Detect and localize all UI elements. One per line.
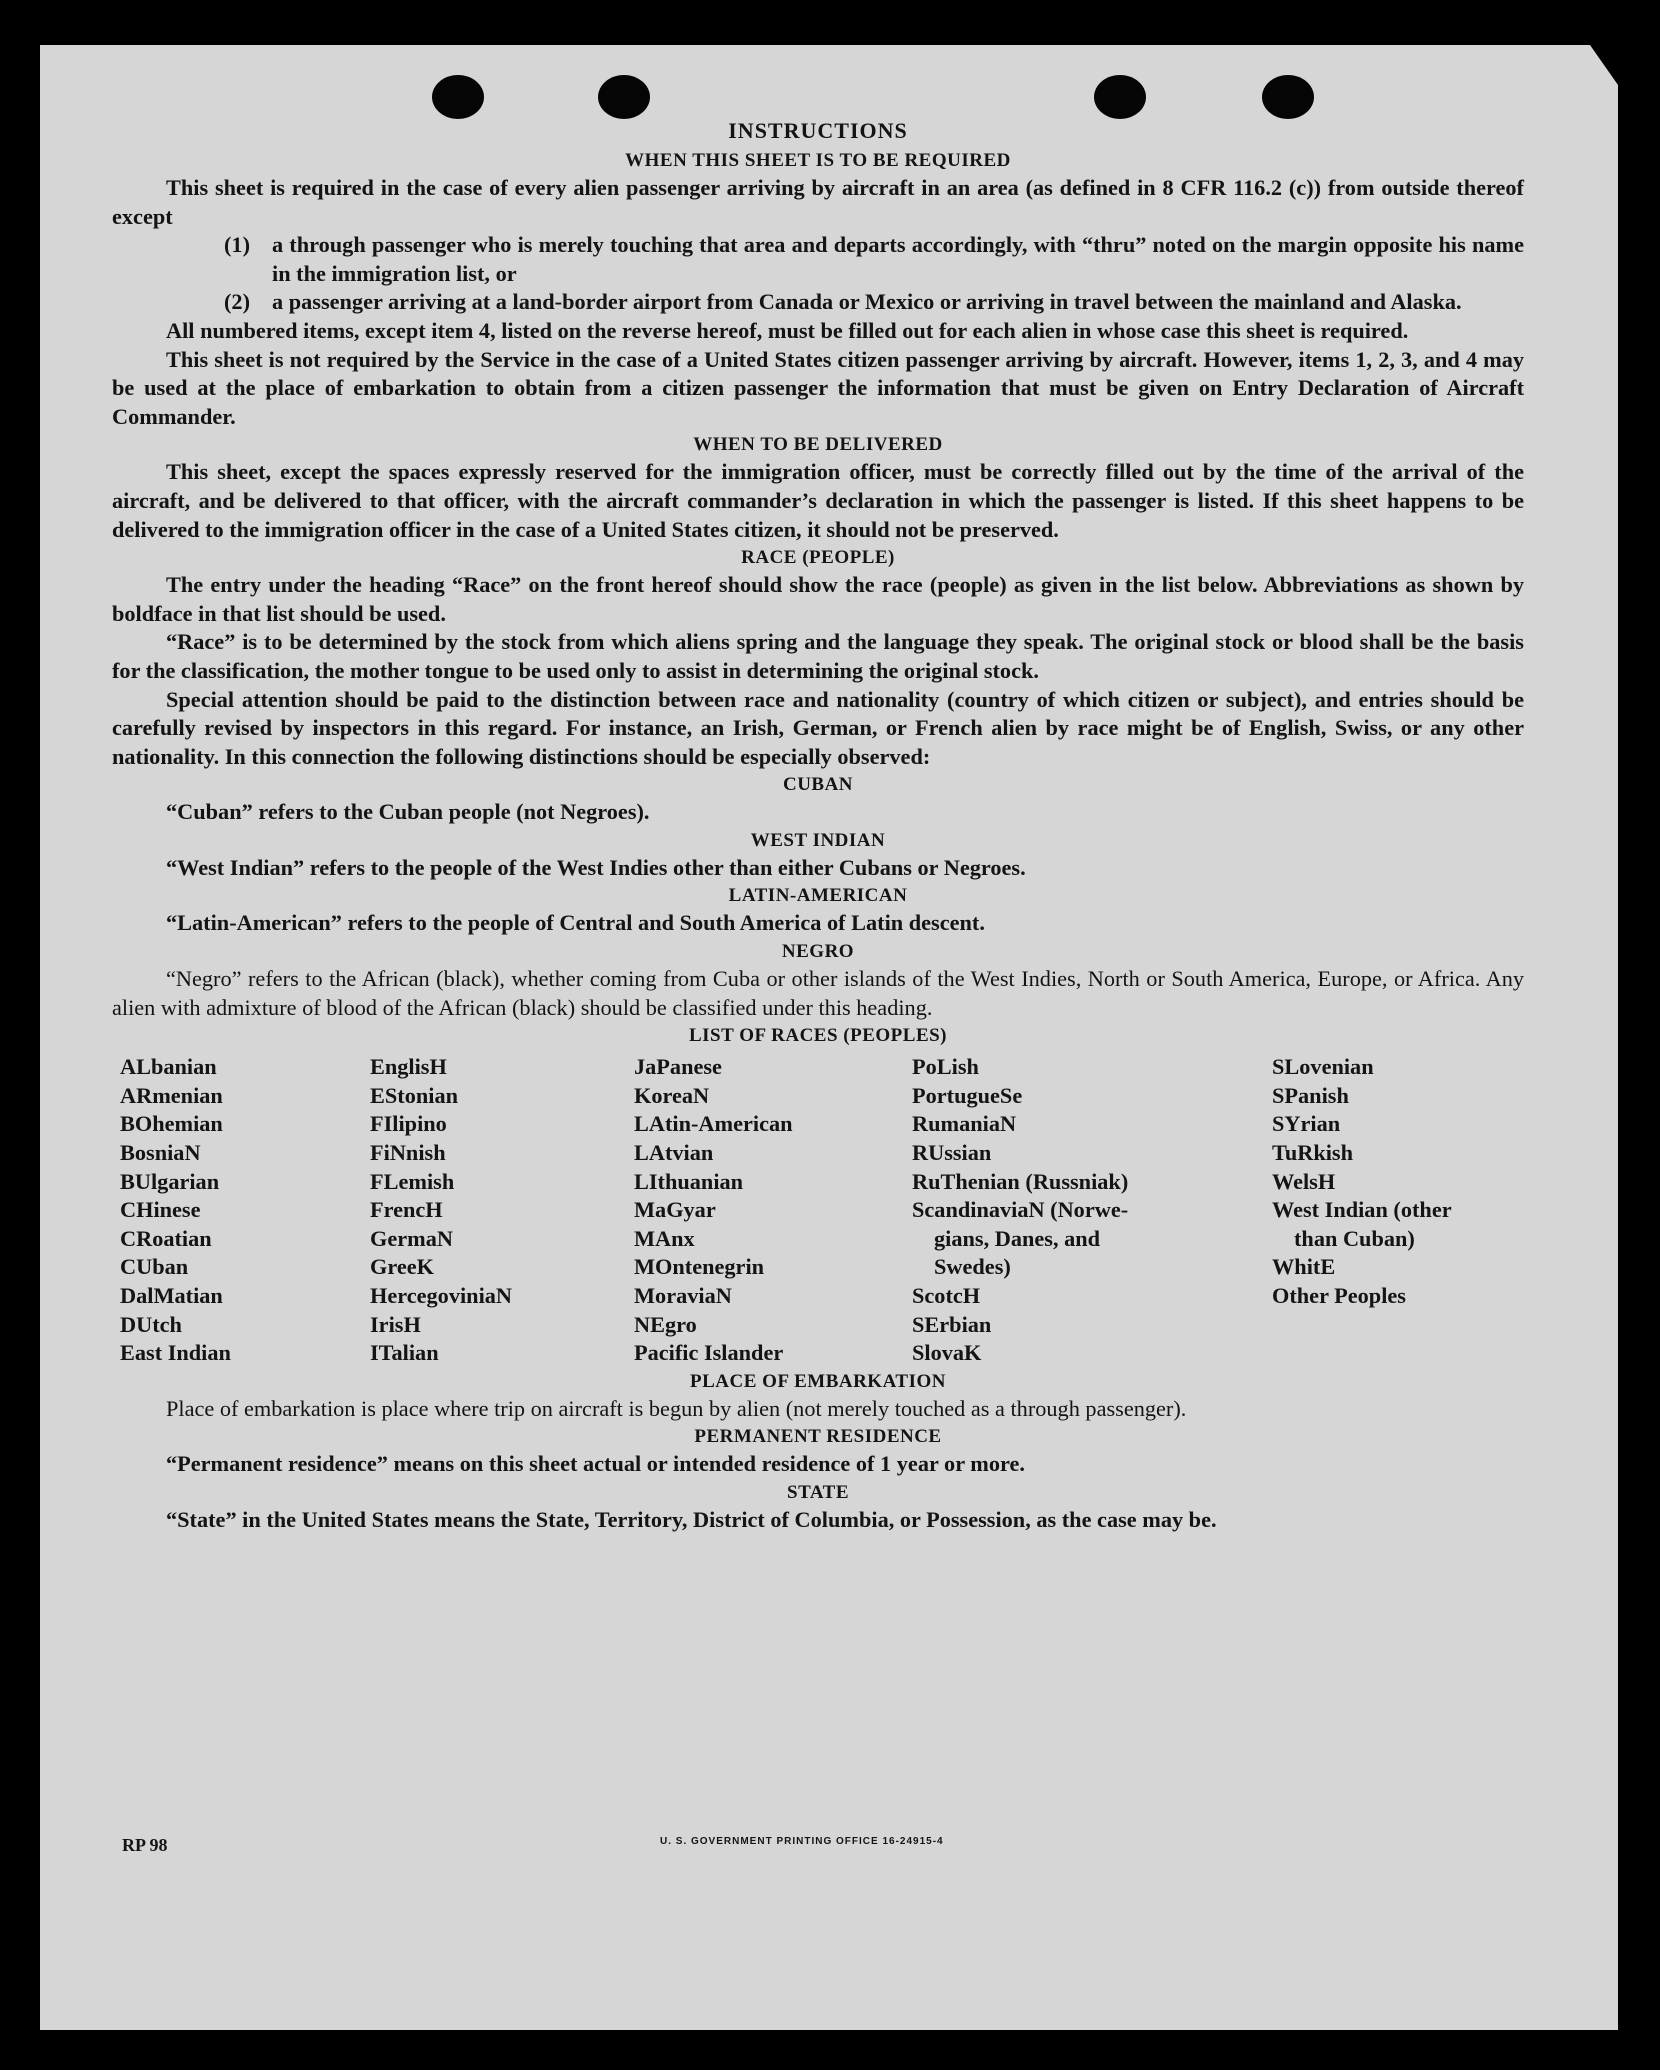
paragraph: “State” in the United States means the State, Territory, District of Columbia, or Possession, as the case may be. [166, 1506, 1217, 1532]
item-number: (2) [224, 289, 250, 315]
race-entry: PoLish [912, 1054, 979, 1080]
race-entry: RuThenian (Russniak) [912, 1168, 1129, 1194]
race-entry: MOntenegrin [634, 1254, 765, 1280]
race-entry: SPanish [1272, 1082, 1349, 1108]
race-entry: EnglisH [370, 1054, 447, 1080]
race-entry: CUban [120, 1254, 189, 1280]
section-heading: LATIN-AMERICAN [728, 885, 908, 907]
item-number: (1) [224, 232, 250, 258]
race-entry: MaGyar [634, 1197, 716, 1223]
form-number: RP 98 [122, 1835, 168, 1855]
item-text: a passenger arriving at a land-border airport from Canada or Mexico or arriving in travel between the mainland and Alaska. [272, 289, 1462, 315]
document-body [112, 115, 1524, 1535]
section-heading: STATE [787, 1481, 849, 1503]
race-entry: BosniaN [120, 1140, 201, 1166]
punch-hole [1094, 75, 1146, 119]
race-column [1272, 1053, 1522, 1368]
race-entry: FiNnish [370, 1140, 446, 1166]
race-entry: than Cuban) [1294, 1225, 1415, 1251]
race-entry: Other Peoples [1272, 1283, 1406, 1308]
folded-corner [1590, 45, 1618, 85]
list-item [224, 231, 1524, 288]
paragraph: “West Indian” refers to the people of the West Indies other than either Cubans or Negroes. [166, 854, 1026, 880]
paragraph: This sheet is not required by the Service in the case of a United States citizen passenger arriving by aircraft. However, items 1, 2, 3, and 4 may be used at the place of embarkation to obtain from a citizen passenger the information that must be given on Entry Declaration of Aircraft Commander. [112, 346, 1524, 429]
race-entry: ScandinaviaN (Norwe- [912, 1197, 1129, 1223]
race-entry: LAtin-American [634, 1111, 793, 1137]
race-entry: Pacific Islander [634, 1340, 784, 1366]
punch-hole [598, 75, 650, 119]
section-heading: RACE (PEOPLE) [741, 547, 895, 569]
section-heading: LIST OF RACES (PEOPLES) [688, 1025, 948, 1047]
section-heading: WEST INDIAN [750, 829, 886, 851]
race-entry: WhitE [1272, 1254, 1336, 1280]
paragraph: This sheet, except the spaces expressly reserved for the immigration officer, must be correctly filled out by the time of the arrival of the aircraft, and be delivered to that officer, with the aircraft commander’s declaration in which the passenger is listed. If this sheet happens to be delivered to the immigration officer in the case of a United States citizen, it should not be preserved. [112, 459, 1524, 542]
race-entry: NEgro [634, 1311, 697, 1337]
section-heading: WHEN TO BE DELIVERED [693, 434, 943, 456]
race-entry: CHinese [120, 1197, 201, 1223]
race-entry: RumaniaN [912, 1111, 1017, 1137]
race-entry: JaPanese [634, 1054, 722, 1080]
race-entry: GermaN [370, 1225, 453, 1251]
paragraph: “Race” is to be determined by the stock from which aliens spring and the language they speak. The original stock or blood shall be the basis for the classification, the mother tongue to be used only to assist in determining the original stock. [112, 629, 1524, 683]
race-entry: DalMatian [120, 1283, 223, 1308]
race-entry: Swedes) [934, 1254, 1011, 1280]
race-entry: RUssian [912, 1140, 992, 1166]
race-column [120, 1053, 370, 1368]
race-entry: FLemish [370, 1168, 455, 1194]
paragraph: This sheet is required in the case of every alien passenger arriving by aircraft in an area (as defined in 8 CFR 116.2 (c)) from outside thereof except [112, 175, 1524, 229]
race-entry: LIthuanian [634, 1168, 744, 1194]
document-page [40, 45, 1618, 2030]
punch-hole [432, 75, 484, 119]
paragraph: All numbered items, except item 4, listed on the reverse hereof, must be filled out for each alien in whose case this sheet is required. [166, 317, 1409, 343]
race-entry: GreeK [370, 1254, 434, 1280]
race-entry: ALbanian [120, 1054, 217, 1080]
printer-imprint: U. S. GOVERNMENT PRINTING OFFICE 16-24915-4 [660, 1836, 944, 1847]
paragraph: “Cuban” refers to the Cuban people (not Negroes). [166, 799, 650, 825]
race-entry: CRoatian [120, 1225, 212, 1251]
race-entry: IrisH [370, 1311, 421, 1337]
race-entry: SLovenian [1272, 1054, 1374, 1080]
race-entry: ITalian [370, 1340, 439, 1366]
race-entry: DUtch [120, 1311, 182, 1337]
race-entry: SYrian [1272, 1111, 1341, 1137]
race-column [370, 1053, 634, 1368]
section-heading: PLACE OF EMBARKATION [690, 1370, 946, 1392]
race-list [120, 1053, 1524, 1368]
paragraph: Place of embarkation is place where trip on aircraft is begun by alien (not merely touched as a through passenger). [166, 1395, 1187, 1421]
race-entry: ARmenian [120, 1082, 223, 1108]
race-entry: gians, Danes, and [934, 1225, 1101, 1251]
race-entry: EStonian [370, 1082, 458, 1108]
race-entry: LAtvian [634, 1140, 714, 1166]
race-entry: PortugueSe [912, 1082, 1023, 1108]
paragraph: “Latin-American” refers to the people of Central and South America of Latin descent. [166, 910, 985, 936]
race-entry: West Indian (other [1272, 1197, 1452, 1223]
paragraph: “Negro” refers to the African (black), whether coming from Cuba or other islands of the West Indies, North or South America, Europe, or Africa. Any alien with admixture of blood of the African (black) should be classified under this heading. [112, 966, 1524, 1020]
page-title: INSTRUCTIONS [728, 118, 908, 143]
race-entry: KoreaN [634, 1082, 710, 1108]
race-entry: TuRkish [1272, 1140, 1354, 1166]
race-entry: HercegoviniaN [370, 1283, 513, 1308]
race-entry: SlovaK [912, 1340, 982, 1366]
paragraph: “Permanent residence” means on this sheet actual or intended residence of 1 year or more. [166, 1451, 1025, 1477]
race-entry: SErbian [912, 1311, 992, 1337]
race-entry: BUlgarian [120, 1168, 220, 1194]
race-entry: WelsH [1272, 1168, 1336, 1194]
section-heading: NEGRO [781, 941, 855, 963]
item-text: a through passenger who is merely touching that area and departs accordingly, with “thru” noted on the margin opposite his name in the immigration list, or [272, 232, 1524, 286]
race-entry: FrencH [370, 1197, 443, 1223]
paragraph: Special attention should be paid to the distinction between race and nationality (country of which citizen or subject), and entries should be carefully revised by inspectors in this regard. For instance, an Irish, German, or French alien by race might be of English, Swiss, or any other nationality. In this connection the following distinctions should be especially observed: [112, 686, 1524, 769]
list-item [224, 288, 1524, 317]
race-column [634, 1053, 912, 1368]
section-heading: PERMANENT RESIDENCE [694, 1426, 942, 1448]
race-column [912, 1053, 1272, 1368]
race-entry: BOhemian [120, 1111, 223, 1137]
race-entry: FIlipino [370, 1111, 447, 1137]
race-entry: ScotcH [912, 1283, 981, 1308]
race-entry: East Indian [120, 1340, 231, 1366]
punch-hole [1262, 75, 1314, 119]
section-heading: WHEN THIS SHEET IS TO BE REQUIRED [625, 150, 1011, 171]
section-heading: CUBAN [782, 774, 854, 796]
race-entry: MoraviaN [634, 1283, 732, 1308]
race-entry: MAnx [634, 1225, 695, 1251]
paragraph: The entry under the heading “Race” on the front hereof should show the race (people) as given in the list below. Abbreviations as shown by boldface in that list should be used. [112, 572, 1524, 626]
